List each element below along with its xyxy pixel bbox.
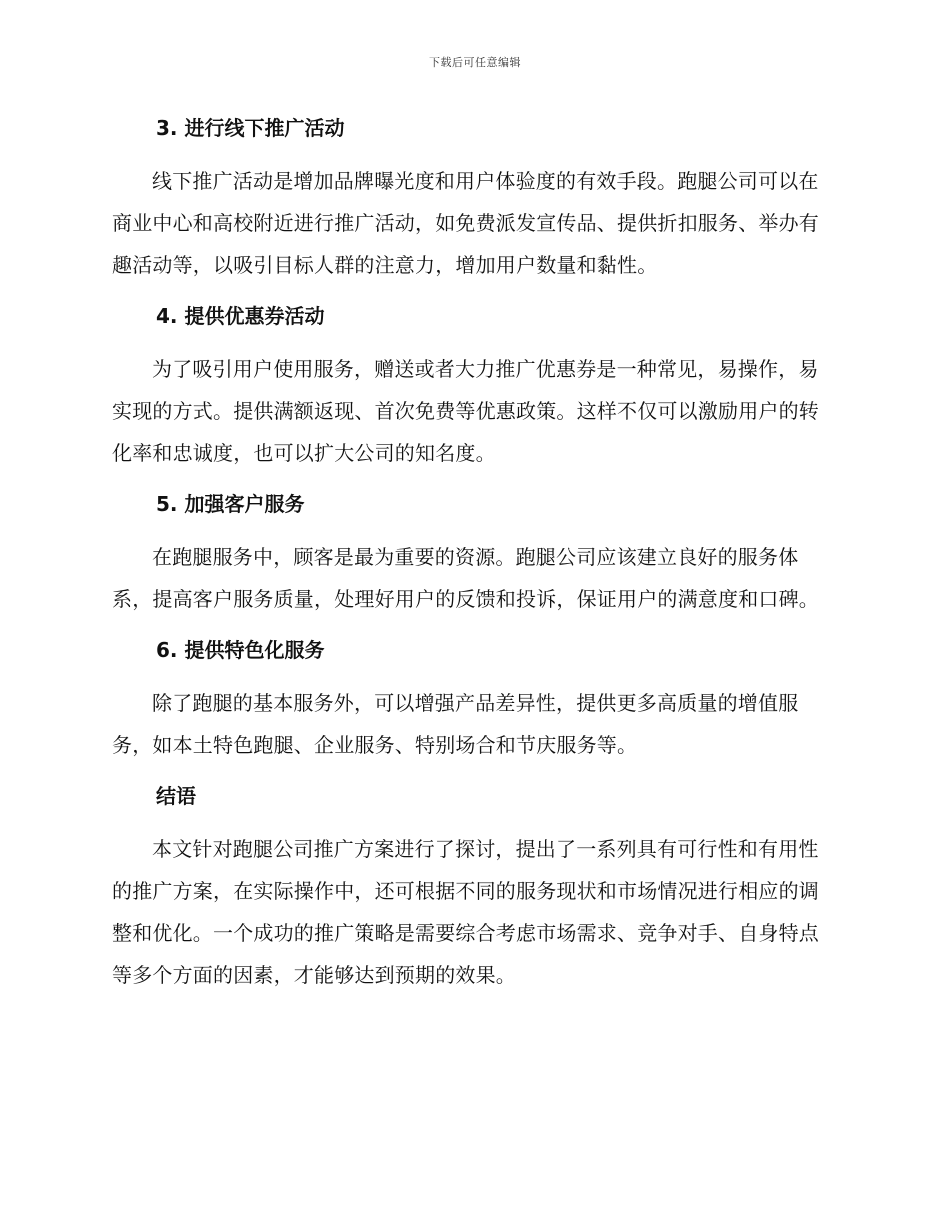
section-paragraph: 除了跑腿的基本服务外，可以增强产品差异性，提供更多高质量的增值服务，如本土特色跑腿、企业服务、特别场合和节庆服务等。 bbox=[112, 691, 799, 757]
section-heading: 结语 bbox=[156, 784, 196, 808]
section-heading: 5. 加强客户服务 bbox=[156, 492, 305, 516]
section-paragraph: 为了吸引用户使用服务，赠送或者大力推广优惠券是一种常见，易操作，易实现的方式。提供满额返现、首次免费等优惠政策。这样不仅可以激励用户的转化率和忠诚度，也可以扩大公司的知名度。 bbox=[112, 357, 819, 465]
section-heading: 4. 提供优惠券活动 bbox=[156, 304, 325, 328]
section-coupon-activity bbox=[112, 296, 832, 474]
section-paragraph: 在跑腿服务中，顾客是最为重要的资源。跑腿公司应该建立良好的服务体系，提高客户服务质量，处理好用户的反馈和投诉，保证用户的满意度和口碑。 bbox=[112, 545, 819, 611]
section-featured-service bbox=[112, 630, 832, 766]
section-paragraph: 本文针对跑腿公司推广方案进行了探讨，提出了一系列具有可行性和有用性的推广方案，在实际操作中，还可根据不同的服务现状和市场情况进行相应的调整和优化。一个成功的推广策略是需要综合考虑市场需求、竞争对手、自身特点等多个方面的因素，才能够达到预期的效果。 bbox=[112, 837, 819, 987]
document-body bbox=[112, 108, 832, 1006]
page-header-note: 下载后可任意编辑 bbox=[429, 56, 521, 69]
section-heading: 3. 进行线下推广活动 bbox=[156, 116, 345, 140]
section-customer-service bbox=[112, 484, 832, 620]
section-paragraph: 线下推广活动是增加品牌曝光度和用户体验度的有效手段。跑腿公司可以在商业中心和高校附近进行推广活动，如免费派发宣传品、提供折扣服务、举办有趣活动等，以吸引目标人群的注意力，增加用户数量和黏性。 bbox=[112, 169, 819, 277]
section-offline-promotion bbox=[112, 108, 832, 286]
section-conclusion bbox=[112, 776, 832, 996]
section-heading: 6. 提供特色化服务 bbox=[156, 638, 325, 662]
